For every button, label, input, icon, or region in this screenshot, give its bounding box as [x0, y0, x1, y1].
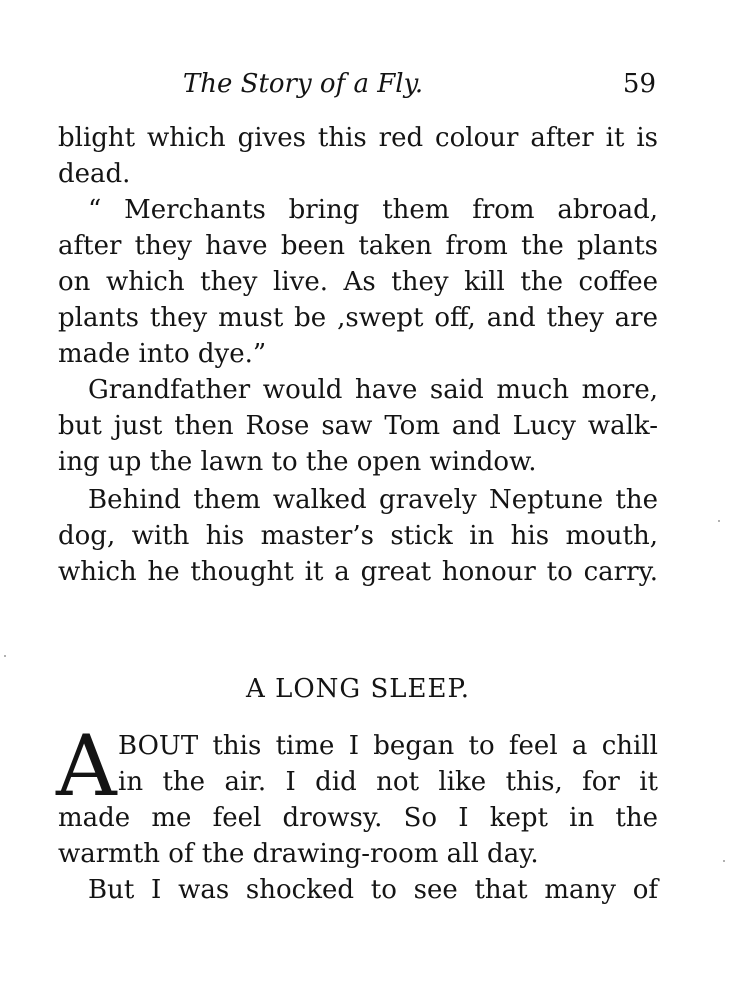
text-line: dog, with his master’s stick in his mouth,: [58, 521, 658, 551]
text-line: ing up the lawn to the open window.: [58, 447, 537, 477]
text-line: warmth of the drawing-room all day.: [58, 839, 539, 869]
text-line: made into dye.”: [58, 339, 267, 369]
text-line: dead.: [58, 159, 131, 189]
text-line: blight which gives this red colour after it is: [58, 123, 658, 153]
text-line: but just then Rose saw Tom and Lucy walk-: [58, 411, 658, 441]
text-line: on which they live. As they kill the coffee: [58, 267, 658, 297]
page-number: 59: [622, 69, 656, 99]
paper-speck: [723, 860, 725, 862]
text-line: “ Merchants bring them from abroad,: [88, 195, 658, 225]
paper-speck: [718, 520, 720, 522]
text-line: after they have been taken from the plants: [58, 231, 658, 261]
running-title: The Story of a Fly.: [182, 69, 424, 99]
section-heading: A LONG SLEEP.: [246, 674, 470, 704]
text-line: Behind them walked gravely Neptune the: [88, 485, 658, 515]
running-header: [58, 66, 658, 102]
text-line: made me feel drowsy. So I kept in the: [58, 803, 658, 833]
text-line: in the air. I did not like this, for it: [118, 767, 658, 797]
text-line: plants they must be ,swept off, and they are: [58, 303, 658, 333]
text-line: BOUT this time I began to feel a chill: [118, 731, 658, 761]
paper-speck: [4, 655, 6, 657]
drop-cap: A: [56, 717, 117, 815]
text-line: which he thought it a great honour to carry.: [58, 557, 658, 587]
text-line: But I was shocked to see that many of: [88, 875, 658, 905]
text-line: Grandfather would have said much more,: [88, 375, 658, 405]
